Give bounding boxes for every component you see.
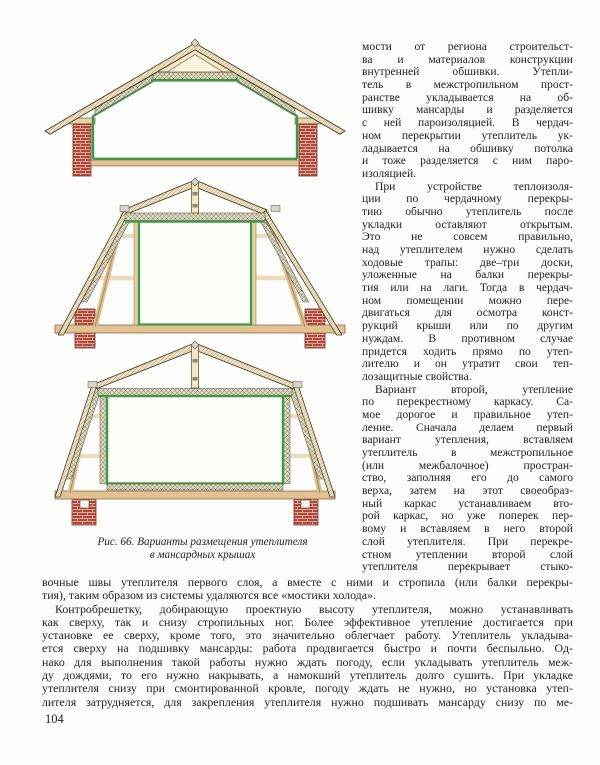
figure-caption-line1: Рис. 66. Варианты размещения утеплителя <box>97 536 308 548</box>
text-line: вочные швы утеплителя первого слоя, а вместе с ними и стропила (или балки перекры- <box>42 575 573 589</box>
brick-pier-right <box>294 498 318 525</box>
diagram-gable-roof <box>43 38 353 180</box>
text-line: Вариант второй, утепление <box>375 382 573 396</box>
ceiling-insulation <box>98 389 292 397</box>
text-line: рукций крыши или по другим <box>362 319 573 333</box>
page-number: 104 <box>45 712 64 726</box>
text-line: ется сверху на подшивку мансарды: работа продвигается быстро и почти беспыльно. Од- <box>42 641 573 656</box>
text-line: как сверху, так и снизу стропильных ног. Более эффективное утепление достигается при <box>42 614 573 629</box>
insulated-room <box>139 221 251 325</box>
text-line: утеплитель в межстропильное <box>362 446 573 459</box>
text-line: тия), таким образом из системы удаляются все «мостики холода». <box>42 588 376 603</box>
text-line: мое дорогое и правильное утеп- <box>362 407 573 421</box>
text-line: тия или на лаги. Тогда в чердач- <box>362 281 573 295</box>
text-line: лозащитные свойства. <box>362 369 472 383</box>
text-line: над утеплителем нужно сделать <box>362 243 573 256</box>
text-line: и тоже разделяется с ним паро- <box>362 154 573 168</box>
attic-floor <box>91 159 299 166</box>
brick-pier-right <box>295 118 321 176</box>
text-line: ранстве укладывается на об- <box>362 90 573 104</box>
text-line: ду дождями, то его нужно накрывать, а намокший утеплитель долго сушить. При укладке <box>42 668 573 683</box>
text-line: ство, заполняя его до самого <box>362 471 573 485</box>
text-line: изоляцией. <box>362 166 417 180</box>
floor-beam <box>55 491 335 499</box>
brick-pier-left <box>72 498 96 525</box>
text-line: ходовые трапы: две–три доски, <box>362 255 573 269</box>
text-line: нако для выполнения такой работы нужно ждать погоду, если укладывать утеплитель меж- <box>42 654 573 669</box>
insulated-room <box>107 396 283 484</box>
king-post <box>192 182 199 213</box>
text-line: шивку мансарды и разделяется <box>362 103 573 117</box>
text-line: При устройстве теплоизоля- <box>375 179 573 193</box>
text-line: нуждам. В противном случае <box>362 331 573 345</box>
text-line: по перекрестному каркасу. Са- <box>362 395 573 409</box>
text-line: ном помещении можно пере- <box>362 293 573 307</box>
text-line: внутренней обшивки. Утепли- <box>362 65 573 79</box>
text-line: двигаться для осмотра конст- <box>362 306 573 320</box>
king-post <box>192 345 199 388</box>
text-line: Контробрешетку, добирающую проектную высоту утеплителя, можно устанавливать <box>55 601 573 616</box>
text-line: мости от региона строительст- <box>362 40 573 53</box>
text-line: Это не совсем правильно, <box>362 230 573 244</box>
text-line: лителю и он утратит свои теп- <box>362 357 573 371</box>
diagram-mansard-roof-2 <box>40 341 365 531</box>
text-line: ции по чердачному перекры- <box>362 192 573 206</box>
bottom-text-block <box>42 576 573 709</box>
figure-caption <box>40 536 365 562</box>
text-line: тию обычно утеплитель после <box>362 204 573 218</box>
text-line: слой утеплителя. При перекре- <box>362 534 573 548</box>
text-line: вариант утепления, вставляем <box>362 433 573 447</box>
text-line: ном перекрытии утеплитель ук- <box>362 128 573 142</box>
text-line: утеплителя перекрывает стыко- <box>362 560 573 574</box>
text-line: ный каркас устанавливаем вто- <box>362 496 573 510</box>
diagram-mansard-roof-1 <box>45 178 355 350</box>
figure-caption-line2: в мансардных крышах <box>149 549 256 561</box>
text-line: тель в межстропильном прост- <box>362 78 573 92</box>
text-line: рой каркас, но уже поперек пер- <box>362 509 573 523</box>
text-line: (или межбалочное) простран- <box>362 458 573 472</box>
right-text-column <box>362 41 573 574</box>
floor-insulation <box>107 484 283 490</box>
text-line: утеплителя снизу при смонтированной кровле, погоду ждать не нужно, но установка утеп- <box>42 681 573 696</box>
text-line: укладки оставляют открытым. <box>362 217 573 231</box>
text-line: стном утеплении второй слой <box>362 547 573 561</box>
text-line: верха, затем на этот своеобраз- <box>362 484 573 498</box>
brick-pier-left <box>69 118 95 176</box>
tie-beam <box>55 325 345 333</box>
text-line: ление. Сначала делаем первый <box>362 420 573 434</box>
text-line: придется ходить прямо по утеп- <box>362 344 573 358</box>
text-line: с ней пароизоляцией. В чердач- <box>362 116 573 130</box>
ceiling-insulation <box>125 213 265 222</box>
figure-66 <box>40 38 365 560</box>
text-line: лителя затрудняется, для закрепления утеплителя нужно подшивать мансарду снизу по ме- <box>42 694 573 709</box>
text-line: ва и материалов конструкции <box>362 52 573 66</box>
text-line: вому и вставляем в него второй <box>362 522 573 536</box>
text-line: уложенные на балки перекры- <box>362 268 573 282</box>
text-line: установке ее сверху, кроме того, это значительно облегчает работу. Утеплитель укладыва- <box>42 628 573 643</box>
text-line: ладывается на обшивку потолка <box>362 141 573 155</box>
